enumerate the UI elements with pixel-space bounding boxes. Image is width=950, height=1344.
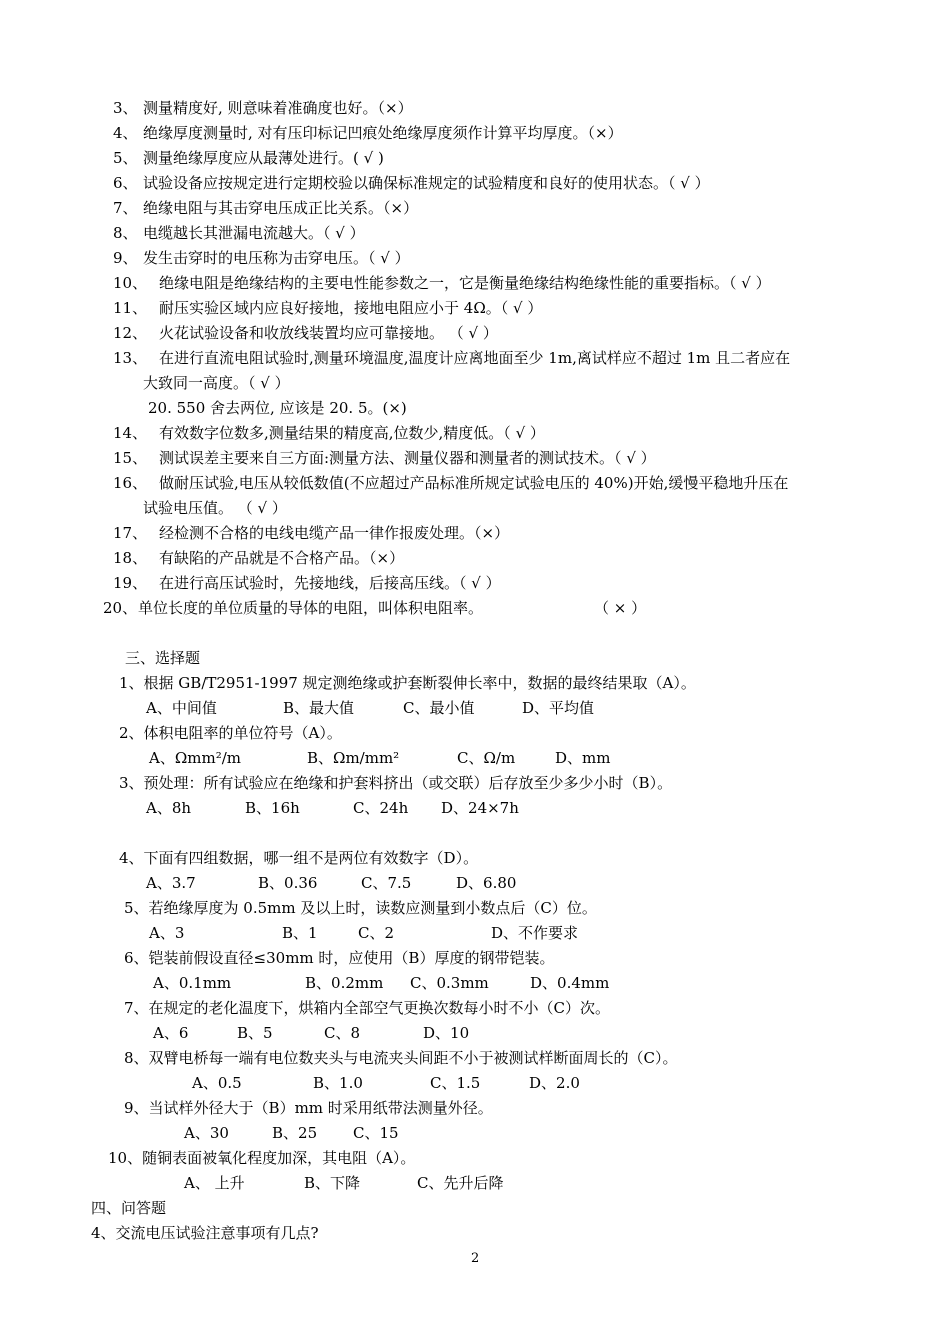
choice-option: B、25 [272,1124,318,1142]
judgement-item: 在进行直流电阻试验时,测量环境温度,温度计应离地面至少 1m,离试样应不超过 1m 且二者应在 [159,349,791,367]
choice-option: C、24h [353,799,409,817]
choice-option: D、平均值 [522,699,595,717]
choice-option: D、2.0 [529,1074,580,1092]
judgement-item: 试验设备应按规定进行定期校验以确保标准规定的试验精度和良好的使用状态。（ √ ） [143,174,710,192]
choice-option: C、Ω/m [457,749,516,767]
item-number: 16、 [113,474,148,492]
choice-question: 10、随铜表面被氧化程度加深，其电阻（A）。 [108,1149,416,1167]
choice-question: 2、体积电阻率的单位符号（A）。 [119,724,342,742]
judgement-item: 经检测不合格的电线电缆产品一律作报废处理。（×） [159,524,510,542]
judgement-item: 火花试验设备和收放线装置均应可靠接地。 （ √ ） [159,324,498,342]
item-number: 5、 [113,149,138,167]
judgement-item: 发生击穿时的电压称为击穿电压。（ √ ） [143,249,410,267]
choice-option: A、Ωmm²/m [149,749,242,767]
choice-option: B、最大值 [283,699,355,717]
choice-option: C、15 [353,1124,399,1142]
item-number: 20、 [103,599,138,617]
choice-question: 1、根据 GB/T2951-1997 规定测绝缘或护套断裂伸长率中，数据的最终结果取（A）。 [119,674,696,692]
item-number: 11、 [113,299,148,317]
item-number: 9、 [113,249,138,267]
choice-option: C、7.5 [361,874,412,892]
choice-question: 8、双臂电桥每一端有电位数夹头与电流夹头间距不小于被测试样断面周长的（C）。 [124,1049,678,1067]
judgement-item: 测试误差主要来自三方面:测量方法、测量仪器和测量者的测试技术。（ √ ） [159,449,656,467]
choice-option: B、1 [282,924,318,942]
item-number: 15、 [113,449,148,467]
choice-option: D、0.4mm [530,974,610,992]
item-number: 6、 [113,174,138,192]
judgement-answer: （ × ） [594,599,647,617]
judgement-item: 绝缘电阻与其击穿电压成正比关系。（×） [143,199,419,217]
item-number: 10、 [113,274,148,292]
judgement-item: 在进行高压试验时，先接地线，后接高压线。（ √ ） [159,574,501,592]
judgement-item: 绝缘厚度测量时, 对有压印标记凹痕处绝缘厚度须作计算平均厚度。（×） [143,124,623,142]
choice-question: 6、铠装前假设直径≤30mm 时，应使用（B）厚度的钢带铠装。 [124,949,555,967]
section-title: 三、选择题 [125,649,201,667]
choice-option: A、 上升 [184,1174,245,1192]
section-title: 四、问答题 [91,1199,167,1217]
page-number: 2 [471,1251,480,1266]
choice-option: D、mm [555,749,611,767]
item-number: 19、 [113,574,148,592]
choice-option: A、6 [153,1024,189,1042]
judgement-item-continuation: 大致同一高度。（ √ ） [143,374,290,392]
judgement-item: 有缺陷的产品就是不合格产品。（×） [159,549,405,567]
item-number: 17、 [113,524,148,542]
choice-option: A、30 [184,1124,229,1142]
choice-option: C、2 [358,924,395,942]
choice-option: B、0.2mm [305,974,384,992]
judgement-item-continuation: 试验电压值。 （ √ ） [143,499,287,517]
choice-option: A、0.5 [192,1074,242,1092]
choice-option: B、5 [237,1024,273,1042]
choice-option: A、0.1mm [153,974,232,992]
item-number: 12、 [113,324,148,342]
choice-option: A、中间值 [146,699,217,717]
choice-question: 4、下面有四组数据，哪一组不是两位有效数字（D）。 [119,849,479,867]
choice-option: B、下降 [304,1174,361,1192]
item-number: 18、 [113,549,148,567]
choice-option: C、最小值 [403,699,475,717]
choice-option: B、1.0 [313,1074,363,1092]
choice-option: C、1.5 [430,1074,481,1092]
choice-option: B、0.36 [258,874,318,892]
choice-question: 3、预处理：所有试验应在绝缘和护套料挤出（或交联）后存放至少多少小时（B）。 [119,774,673,792]
item-number: 13、 [113,349,148,367]
item-number: 4、 [113,124,138,142]
choice-option: D、不作要求 [491,924,579,942]
choice-question: 5、若绝缘厚度为 0.5mm 及以上时，读数应测量到小数点后（C）位。 [124,899,597,917]
judgement-item: 耐压实验区域内应良好接地，接地电阻应小于 4Ω。（ √ ） [159,299,543,317]
choice-option: C、先升后降 [417,1174,504,1192]
item-number: 7、 [113,199,138,217]
choice-option: A、8h [146,799,192,817]
item-number: 14、 [113,424,148,442]
choice-option: B、16h [245,799,300,817]
choice-option: D、6.80 [456,874,517,892]
choice-option: A、3 [149,924,185,942]
choice-option: C、0.3mm [410,974,489,992]
choice-question: 9、当试样外径大于（B）mm 时采用纸带法测量外径。 [124,1099,493,1117]
qa-question: 4、交流电压试验注意事项有几点? [91,1224,319,1242]
judgement-item: 测量绝缘厚度应从最薄处进行。( √ ) [143,149,384,167]
choice-option: C、8 [324,1024,361,1042]
item-number: 8、 [113,224,138,242]
judgement-item: 做耐压试验,电压从较低数值(不应超过产品标准所规定试验电压的 40%)开始,缓慢平稳地升压在 [159,474,789,492]
choice-option: D、10 [423,1024,470,1042]
choice-question: 7、在规定的老化温度下，烘箱内全部空气更换次数每小时不小（C）次。 [124,999,611,1017]
judgement-item: 电缆越长其泄漏电流越大。（ √ ） [143,224,365,242]
judgement-item: 20. 550 舍去两位, 应该是 20. 5。(×) [148,399,407,417]
choice-option: D、24×7h [441,799,519,817]
judgement-item: 绝缘电阻是绝缘结构的主要电性能参数之一，它是衡量绝缘结构绝缘性能的重要指标。（ √ ） [159,274,771,292]
judgement-item: 单位长度的单位质量的导体的电阻，叫体积电阻率。 [138,599,484,617]
judgement-item: 测量精度好, 则意味着准确度也好。（×） [143,99,413,117]
judgement-item: 有效数字位数多,测量结果的精度高,位数少,精度低。（ √ ） [159,424,545,442]
choice-option: B、Ωm/mm² [307,749,400,767]
choice-option: A、3.7 [146,874,196,892]
item-number: 3、 [113,99,138,117]
